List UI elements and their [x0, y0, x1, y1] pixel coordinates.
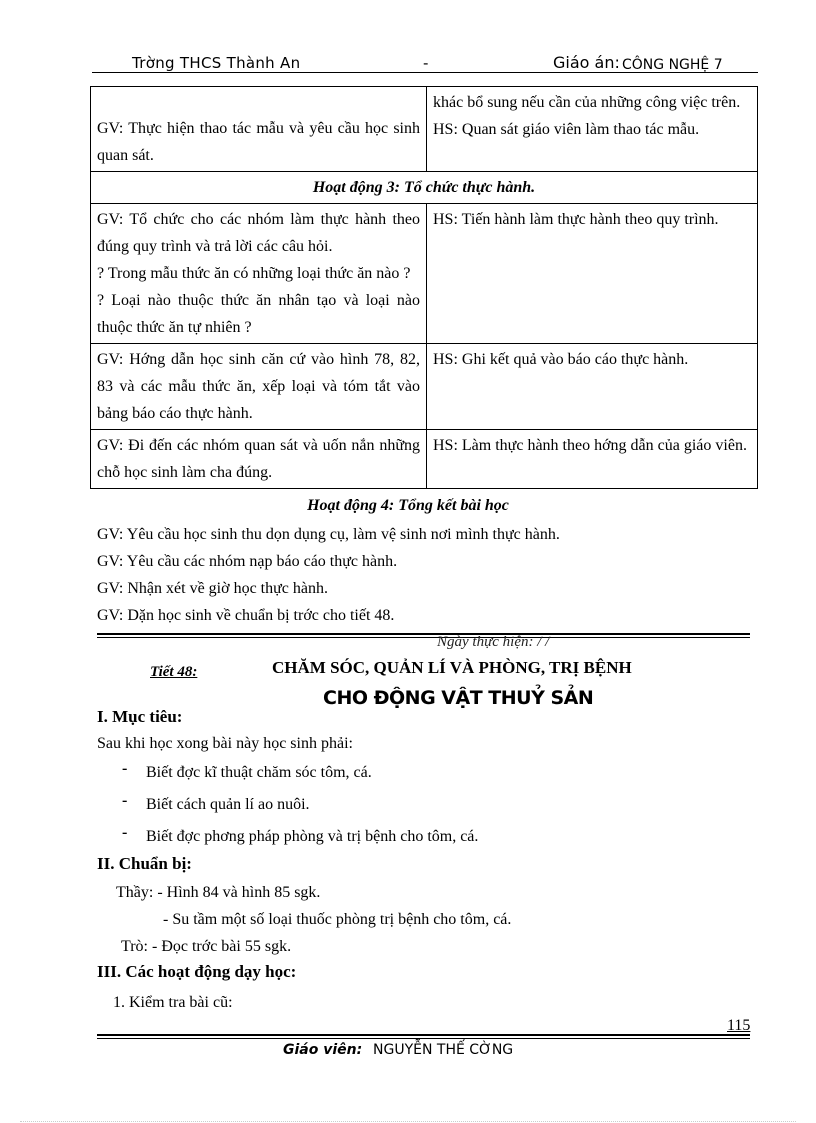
header-school: Trờng THCS Thành An [132, 54, 301, 72]
header-subject: CÔNG NGHỆ 7 [622, 57, 723, 73]
table-row [91, 204, 758, 344]
teacher-name: NGUYỄN THẾ CỜNG [373, 1042, 514, 1058]
footer-rule-top [97, 1034, 750, 1036]
intro-text: Sau khi học xong bài này học sinh phải: [97, 735, 353, 752]
thay-line1: Thầy: - Hình 84 và hình 85 sgk. [116, 884, 321, 901]
activity4-line: GV: Nhận xét về giờ học thực hành. [97, 580, 328, 597]
lesson-title-line1 [272, 658, 632, 678]
row3-left: GV: Hớng dẫn học sinh căn cứ vào hình 78, 82, 83 và các mẫu thức ăn, xếp loại và tóm tắt vào bảng báo cáo thực hành. [91, 344, 427, 430]
lesson-title-line2: CHO ĐỘNG VẬT THUỶ SẢN [323, 687, 594, 709]
section-rule-bottom [97, 637, 750, 638]
ngay-thuc-hien: Ngày thực hiện: / / [437, 634, 550, 650]
lesson-title-text: CHĂM SÓC, QUẢN LÍ VÀ PHÒNG, TRỊ BỆNH [272, 658, 632, 677]
item1: 1. Kiểm tra bài cũ: [113, 994, 233, 1011]
bullet-item: Biết đợc phơng pháp phòng và trị bệnh cho tôm, cá. [146, 828, 479, 845]
row4-left: GV: Đi đến các nhóm quan sát và uốn nắn những chỗ học sinh làm cha đúng. [91, 430, 427, 489]
tiet-label: Tiết 48: [150, 664, 198, 680]
bullet-item: Biết đợc kĩ thuật chăm sóc tôm, cá. [146, 764, 372, 781]
section1-num: I. [97, 707, 108, 726]
bullet-marker: - [122, 792, 128, 809]
bullet-marker: - [122, 760, 128, 777]
tro-line: Trò: - Đọc trớc bài 55 sgk. [121, 938, 292, 955]
section3-heading: III. Các hoạt động dạy học: [97, 962, 297, 981]
section1-title: Mục tiêu: [112, 707, 183, 726]
thay-line2: - Su tầm một số loại thuốc phòng trị bệnh cho tôm, cá. [163, 911, 512, 928]
header-giao-an-label: Giáo án: [553, 53, 620, 72]
row1-left [91, 87, 427, 172]
lesson-table [90, 86, 758, 489]
row4-right: HS: Làm thực hành theo hớng dẫn của giáo viên. [427, 430, 758, 489]
header-rule [92, 72, 758, 73]
teacher-label: Giáo viên: [283, 1042, 363, 1058]
row1-right: khác bổ sung nếu cần của những công việc trên. HS: Quan sát giáo viên làm thao tác mẫu. [427, 87, 758, 172]
bullet-marker: - [122, 824, 128, 841]
activity3-row [91, 172, 758, 204]
row3-right: HS: Ghi kết quả vào báo cáo thực hành. [427, 344, 758, 430]
footer-rule-bottom [97, 1038, 750, 1039]
page-number: 115 [727, 1017, 751, 1034]
table-row [91, 344, 758, 430]
row2-right: HS: Tiến hành làm thực hành theo quy trình. [427, 204, 758, 344]
activity4-line: GV: Dặn học sinh về chuẩn bị trớc cho tiết 48. [97, 607, 395, 624]
table-row [91, 430, 758, 489]
table-row [91, 87, 758, 172]
section2-heading: II. Chuẩn bị: [97, 854, 192, 873]
section1-heading [97, 707, 182, 727]
activity4-line: GV: Yêu cầu học sinh thu dọn dụng cụ, làm vệ sinh nơi mình thực hành. [97, 526, 560, 543]
activity3-title: Hoạt động 3: Tổ chức thực hành. [91, 172, 758, 204]
page-edge-dotted [20, 1121, 796, 1122]
header-dash: - [423, 54, 429, 72]
row2-left: GV: Tổ chức cho các nhóm làm thực hành theo đúng quy trình và trả lời các câu hỏi. ? Trong mẫu thức ăn có những loại thức ăn nào ? ? Loại nào thuộc thức ăn nhân tạo và loại nào thuộc thức ăn tự nhiên ? [91, 204, 427, 344]
section-rule-top [97, 633, 750, 635]
activity4-title: Hoạt động 4: Tổng kết bài học [307, 497, 509, 514]
bullet-item: Biết cách quản lí ao nuôi. [146, 796, 310, 813]
row1-left-text: GV: Thực hiện thao tác mẫu và yêu cầu học sinh quan sát. [97, 120, 420, 164]
activity4-line: GV: Yêu cầu các nhóm nạp báo cáo thực hành. [97, 553, 398, 570]
